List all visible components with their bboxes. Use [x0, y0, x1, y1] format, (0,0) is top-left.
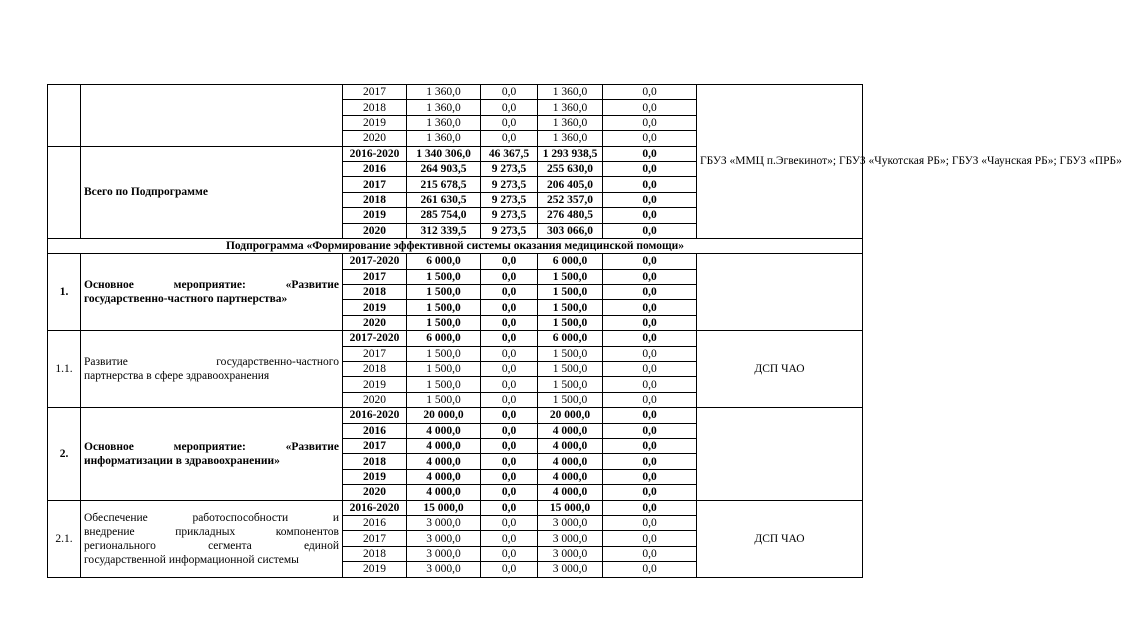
year-cell: 2016-2020: [343, 500, 407, 515]
table-row: [48, 331, 863, 346]
item-number: 1.: [48, 254, 81, 331]
district-budget-cell: 4 000,0: [538, 454, 603, 469]
total-cell: 1 500,0: [407, 315, 481, 330]
title-word: прикладных: [175, 525, 236, 538]
total-cell: 264 903,5: [407, 161, 481, 176]
year-cell: 2017: [343, 531, 407, 546]
federal-budget-cell: 0,0: [481, 562, 538, 577]
year-cell: 2017: [343, 346, 407, 361]
other-sources-cell: 0,0: [603, 469, 697, 484]
year-cell: 2020: [343, 223, 407, 238]
activity-title: [81, 408, 343, 500]
district-budget-cell: 1 360,0: [538, 85, 603, 100]
year-cell: 2018: [343, 362, 407, 377]
other-sources-cell: 0,0: [603, 392, 697, 407]
federal-budget-cell: 0,0: [481, 454, 538, 469]
year-cell: 2019: [343, 208, 407, 223]
title-line: государственно-частного партнерства»: [84, 293, 288, 306]
title-line: [84, 525, 339, 539]
district-budget-cell: 303 066,0: [538, 223, 603, 238]
other-sources-cell: 0,0: [603, 146, 697, 161]
number-cell: [48, 146, 81, 238]
title-line: [84, 440, 339, 454]
title-line: [84, 355, 339, 369]
year-cell: 2018: [343, 100, 407, 115]
total-cell: 4 000,0: [407, 438, 481, 453]
total-cell: 285 754,0: [407, 208, 481, 223]
federal-budget-cell: 0,0: [481, 408, 538, 423]
title-word: единой: [303, 539, 339, 552]
federal-budget-cell: 0,0: [481, 546, 538, 561]
year-cell: 2018: [343, 192, 407, 207]
total-cell: 1 500,0: [407, 269, 481, 284]
item-number: 2.: [48, 408, 81, 500]
year-cell: 2017: [343, 269, 407, 284]
year-cell: 2018: [343, 546, 407, 561]
district-budget-cell: 15 000,0: [538, 500, 603, 515]
federal-budget-cell: 0,0: [481, 100, 538, 115]
year-cell: 2016: [343, 161, 407, 176]
federal-budget-cell: 0,0: [481, 469, 538, 484]
federal-budget-cell: 0,0: [481, 423, 538, 438]
other-sources-cell: 0,0: [603, 115, 697, 130]
federal-budget-cell: 0,0: [481, 392, 538, 407]
other-sources-cell: 0,0: [603, 254, 697, 269]
federal-budget-cell: 0,0: [481, 515, 538, 530]
year-cell: 2020: [343, 315, 407, 330]
federal-budget-cell: 9 273,5: [481, 177, 538, 192]
other-sources-cell: 0,0: [603, 85, 697, 100]
other-sources-cell: 0,0: [603, 546, 697, 561]
title-word: и: [332, 511, 339, 524]
title-word: компонентов: [275, 525, 339, 538]
total-cell: 4 000,0: [407, 469, 481, 484]
federal-budget-cell: 0,0: [481, 300, 538, 315]
year-cell: 2020: [343, 485, 407, 500]
title-line: [84, 511, 339, 525]
federal-budget-cell: 0,0: [481, 531, 538, 546]
activity-title: [81, 254, 343, 331]
title-line: государственной информационной системы: [84, 553, 299, 566]
year-cell: 2019: [343, 115, 407, 130]
total-cell: 1 360,0: [407, 115, 481, 130]
year-cell: 2019: [343, 562, 407, 577]
total-cell: 1 500,0: [407, 392, 481, 407]
total-cell: 20 000,0: [407, 408, 481, 423]
year-cell: 2016: [343, 515, 407, 530]
district-budget-cell: 20 000,0: [538, 408, 603, 423]
total-label: Всего по Подпрограмме: [81, 146, 343, 238]
year-cell: 2018: [343, 285, 407, 300]
total-cell: 312 339,5: [407, 223, 481, 238]
district-budget-cell: 1 293 938,5: [538, 146, 603, 161]
title-line: партнерства в сфере здравоохранения: [84, 370, 270, 383]
financing-table: [47, 84, 1122, 578]
item-number: 2.1.: [48, 500, 81, 577]
district-budget-cell: 1 500,0: [538, 362, 603, 377]
year-cell: 2017-2020: [343, 254, 407, 269]
federal-budget-cell: 0,0: [481, 254, 538, 269]
total-cell: 3 000,0: [407, 562, 481, 577]
district-budget-cell: 1 500,0: [538, 315, 603, 330]
title-line: информатизации в здравоохранении»: [84, 454, 280, 467]
year-cell: 2019: [343, 377, 407, 392]
district-budget-cell: 1 500,0: [538, 377, 603, 392]
title-word: государственно-частного: [216, 356, 339, 369]
other-sources-cell: 0,0: [603, 285, 697, 300]
federal-budget-cell: 0,0: [481, 346, 538, 361]
executor-cell: ГБУЗ «ММЦ п.Эгвекинот»; ГБУЗ «Чукотская РБ»; ГБУЗ «Чаунская РБ»; ГБУЗ «ПРБ»: [697, 85, 863, 239]
year-cell: 2017: [343, 85, 407, 100]
other-sources-cell: 0,0: [603, 223, 697, 238]
activity-title: [81, 331, 343, 408]
district-budget-cell: 1 500,0: [538, 346, 603, 361]
other-sources-cell: 0,0: [603, 315, 697, 330]
total-cell: 4 000,0: [407, 423, 481, 438]
title-word: «Развитие: [285, 440, 339, 453]
title-word: Основное: [84, 440, 134, 453]
other-sources-cell: 0,0: [603, 177, 697, 192]
federal-budget-cell: 0,0: [481, 362, 538, 377]
federal-budget-cell: 0,0: [481, 485, 538, 500]
year-cell: 2018: [343, 454, 407, 469]
district-budget-cell: 206 405,0: [538, 177, 603, 192]
federal-budget-cell: 9 273,5: [481, 208, 538, 223]
title-word: Основное: [84, 279, 134, 292]
federal-budget-cell: 0,0: [481, 269, 538, 284]
year-cell: 2019: [343, 300, 407, 315]
district-budget-cell: 3 000,0: [538, 562, 603, 577]
federal-budget-cell: 9 273,5: [481, 192, 538, 207]
total-cell: 6 000,0: [407, 254, 481, 269]
district-budget-cell: 1 500,0: [538, 300, 603, 315]
table-row: [48, 500, 863, 515]
activity-title: [81, 500, 343, 577]
year-cell: 2017: [343, 177, 407, 192]
year-cell: 2017-2020: [343, 331, 407, 346]
federal-budget-cell: 0,0: [481, 377, 538, 392]
district-budget-cell: 1 360,0: [538, 131, 603, 146]
federal-budget-cell: 0,0: [481, 115, 538, 130]
other-sources-cell: 0,0: [603, 438, 697, 453]
total-cell: 3 000,0: [407, 546, 481, 561]
other-sources-cell: 0,0: [603, 515, 697, 530]
year-cell: 2020: [343, 131, 407, 146]
executor-cell: ДСП ЧАО: [697, 500, 863, 577]
other-sources-cell: 0,0: [603, 454, 697, 469]
other-sources-cell: 0,0: [603, 500, 697, 515]
district-budget-cell: 4 000,0: [538, 438, 603, 453]
district-budget-cell: 255 630,0: [538, 161, 603, 176]
total-cell: 1 500,0: [407, 362, 481, 377]
other-sources-cell: 0,0: [603, 346, 697, 361]
total-cell: 1 360,0: [407, 85, 481, 100]
district-budget-cell: 252 357,0: [538, 192, 603, 207]
total-cell: 1 500,0: [407, 300, 481, 315]
other-sources-cell: 0,0: [603, 161, 697, 176]
other-sources-cell: 0,0: [603, 362, 697, 377]
district-budget-cell: 1 360,0: [538, 115, 603, 130]
total-cell: 1 360,0: [407, 100, 481, 115]
other-sources-cell: 0,0: [603, 100, 697, 115]
year-cell: 2019: [343, 469, 407, 484]
other-sources-cell: 0,0: [603, 269, 697, 284]
district-budget-cell: 1 360,0: [538, 100, 603, 115]
table-row: [48, 254, 863, 269]
executor-cell: ДСП ЧАО: [697, 331, 863, 408]
federal-budget-cell: 0,0: [481, 85, 538, 100]
total-cell: 15 000,0: [407, 500, 481, 515]
total-cell: 3 000,0: [407, 531, 481, 546]
other-sources-cell: 0,0: [603, 531, 697, 546]
year-cell: 2016: [343, 423, 407, 438]
district-budget-cell: 3 000,0: [538, 546, 603, 561]
other-sources-cell: 0,0: [603, 192, 697, 207]
district-budget-cell: 6 000,0: [538, 331, 603, 346]
federal-budget-cell: 0,0: [481, 500, 538, 515]
activity-cell: [81, 85, 343, 147]
federal-budget-cell: 9 273,5: [481, 223, 538, 238]
title-word: «Развитие: [285, 279, 339, 292]
other-sources-cell: 0,0: [603, 562, 697, 577]
total-cell: 3 000,0: [407, 515, 481, 530]
district-budget-cell: 6 000,0: [538, 254, 603, 269]
title-word: сегмента: [208, 539, 252, 552]
title-word: мероприятие:: [173, 440, 246, 453]
district-budget-cell: 1 500,0: [538, 392, 603, 407]
federal-budget-cell: 0,0: [481, 131, 538, 146]
title-word: мероприятие:: [173, 279, 246, 292]
other-sources-cell: 0,0: [603, 331, 697, 346]
district-budget-cell: 3 000,0: [538, 531, 603, 546]
federal-budget-cell: 9 273,5: [481, 161, 538, 176]
total-cell: 1 360,0: [407, 131, 481, 146]
title-word: Обеспечение: [84, 511, 148, 524]
district-budget-cell: 4 000,0: [538, 423, 603, 438]
district-budget-cell: 1 500,0: [538, 285, 603, 300]
number-cell: [48, 85, 81, 147]
title-word: регионального: [84, 539, 156, 552]
district-budget-cell: 276 480,5: [538, 208, 603, 223]
total-cell: 6 000,0: [407, 331, 481, 346]
subprogram-header-row: [48, 238, 863, 253]
subprogram-header: Подпрограмма «Формирование эффективной системы оказания медицинской помощи»: [48, 238, 863, 253]
other-sources-cell: 0,0: [603, 377, 697, 392]
item-number: 1.1.: [48, 331, 81, 408]
other-sources-cell: 0,0: [603, 423, 697, 438]
table-row: [48, 408, 863, 423]
other-sources-cell: 0,0: [603, 485, 697, 500]
year-cell: 2020: [343, 392, 407, 407]
executor-cell: [697, 254, 863, 331]
total-cell: 1 500,0: [407, 377, 481, 392]
total-cell: 261 630,5: [407, 192, 481, 207]
title-line: [84, 539, 339, 553]
total-cell: 4 000,0: [407, 485, 481, 500]
federal-budget-cell: 0,0: [481, 285, 538, 300]
title-word: работоспособности: [192, 511, 289, 524]
federal-budget-cell: 0,0: [481, 331, 538, 346]
other-sources-cell: 0,0: [603, 408, 697, 423]
federal-budget-cell: 46 367,5: [481, 146, 538, 161]
total-cell: 1 340 306,0: [407, 146, 481, 161]
other-sources-cell: 0,0: [603, 208, 697, 223]
district-budget-cell: 1 500,0: [538, 269, 603, 284]
district-budget-cell: 4 000,0: [538, 485, 603, 500]
year-cell: 2017: [343, 438, 407, 453]
other-sources-cell: 0,0: [603, 300, 697, 315]
title-line: [84, 278, 339, 292]
year-cell: 2016-2020: [343, 408, 407, 423]
total-cell: 215 678,5: [407, 177, 481, 192]
district-budget-cell: 4 000,0: [538, 469, 603, 484]
district-budget-cell: 3 000,0: [538, 515, 603, 530]
total-cell: 1 500,0: [407, 346, 481, 361]
executor-cell: [697, 408, 863, 500]
total-cell: 1 500,0: [407, 285, 481, 300]
title-word: внедрение: [84, 525, 135, 538]
federal-budget-cell: 0,0: [481, 438, 538, 453]
other-sources-cell: 0,0: [603, 131, 697, 146]
title-word: Развитие: [84, 356, 128, 369]
federal-budget-cell: 0,0: [481, 315, 538, 330]
year-cell: 2016-2020: [343, 146, 407, 161]
table-row: [48, 85, 863, 100]
total-cell: 4 000,0: [407, 454, 481, 469]
